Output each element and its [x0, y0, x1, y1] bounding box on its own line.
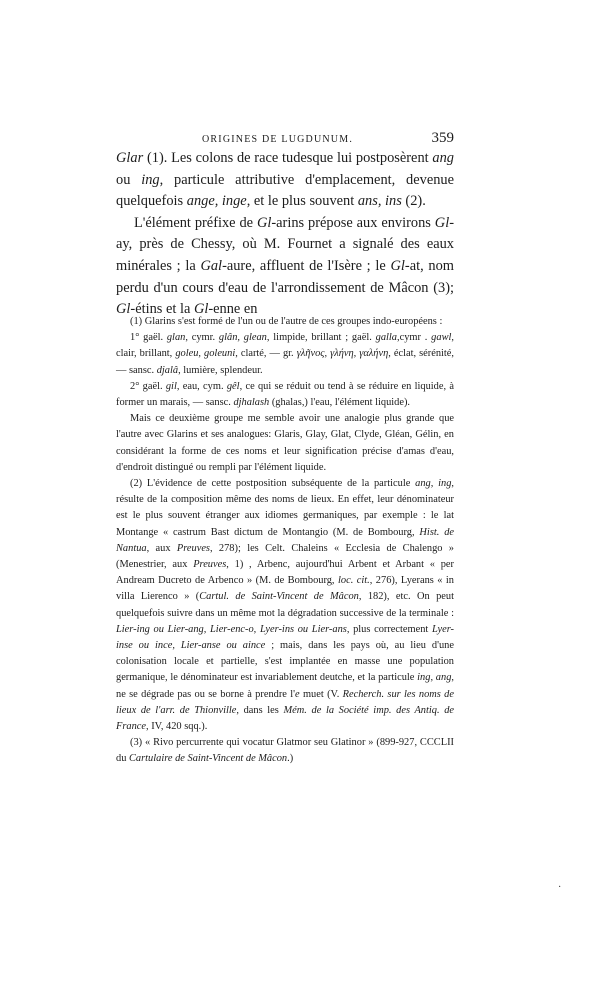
- italic-text: ang: [432, 150, 454, 166]
- italic-text: Gl: [434, 214, 450, 231]
- main-text: [116, 148, 454, 321]
- italic-text: loc. cit.: [338, 575, 370, 587]
- footnotes: [116, 314, 454, 768]
- italic-text: Hist. de Nantua: [116, 526, 454, 554]
- page-header: [116, 130, 454, 147]
- italic-text: Cartulaire de Saint-Vincent de Mâcon: [129, 753, 288, 765]
- italic-text: galla: [375, 332, 398, 344]
- italic-text: glân, glean: [218, 332, 267, 344]
- italic-text: Recherch. sur les noms de lieux de l'arr. de Thionville: [116, 688, 454, 716]
- italic-text: ing: [141, 171, 160, 188]
- footnote: (3) « Rivo percurrente qui vocatur Glatmor seu Glatinor » (899-927, CCCLII du Cartulaire de Saint-Vincent de Mâcon.): [116, 737, 454, 765]
- italic-text: ans, ins: [357, 193, 402, 210]
- italic-text: djhalash: [233, 397, 270, 409]
- margin-mark: ·: [558, 882, 562, 893]
- paragraph: L'élément préfixe de Gl-arins prépose aux environs Gl-ay, près de Chessy, où M. Fournet a signalé des eaux minérales ; la Gal-aure, affluent de l'Isère ; le Gl-at, nom perdu d'un cours d'eau de l'arrondissement de Mâcon (3); Gl-étins et la Gl-enne en: [116, 214, 454, 318]
- footnote: (2) L'évidence de cette postposition subséquente de la particule ang, ing, résulte de la composition même des noms de lieux. En effet, leur dénominateur est le plus souvent étranger aux idiomes germaniques, par exemple : le lat Montange « castrum Bast dictum de Montangio (M. de Bombourg, Hist. de Nantua, aux Preuves, 278); les Celt. Chaleins « Ecclesia de Chalengo » (Menestrier, aux Preuves, 1) , Arbenc, aujourd'hui Arbent et Arbant « per Andream Ducreto de Arbenco » (M. de Bombourg, loc. cit., 276), Lyerans « in villa Lierenco » (Cartul. de Saint-Vincent de Mâcon, 182), etc. On peut quelquefois suivre dans un même mot la dégradation successive de la terminale : Lier-ing ou Lier-ang, Lier-enc-o, Lyer-ins ou Lier-ans, plus correctement Lyer-inse ou ince, Lier-anse ou aince ; mais, dans les pays où, au lieu d'une colonisation locale et partielle, s'est implantée en masse une population germanique, le dénominateur est invariablement deutche, et la particule ing, ang, ne se dégrade pas ou se borne à prendre l'e muet (V. Recherch. sur les noms de lieux de l'arr. de Thionville, dans les Mém. de la Société imp. des Antiq. de France, IV, 420 sqq.).: [116, 478, 455, 733]
- italic-text: djalâ: [156, 364, 179, 376]
- italic-text: gil: [165, 380, 177, 392]
- footnote: Mais ce deuxième groupe me semble avoir une analogie plus grande que l'autre avec Glarins et ses analogues: Glaris, Glay, Glat, Clyde, Gléan, Gélin, en considérant la forme de ces noms et leur signification précise d'amas d'eau, d'endroit distingué ou rempli par l'élément liquide.: [116, 413, 454, 473]
- italic-text: Gl: [390, 257, 405, 274]
- italic-text: glan: [166, 332, 186, 344]
- footnote: (1) Glarins s'est formé de l'un ou de l'autre de ces groupes indo-européens :: [130, 316, 443, 327]
- footnote: 1° gaël. glan, cymr. glân, glean, limpide, brillant ; gaël. galla,cymr . gawl, clair, brillant, goleu, goleuni, clarté, — gr. γλῆνος, γλήνη, γαλήνη, éclat, sérénité, — sansc. djalâ, lumière, splendeur.: [116, 332, 455, 376]
- italic-text: ang, ing: [415, 478, 452, 490]
- italic-text: Gl: [256, 214, 272, 231]
- italic-text: Preuves: [176, 542, 210, 554]
- italic-text: γλῆνος, γλήνη, γαλήνη: [296, 348, 389, 360]
- italic-text: Gl: [116, 301, 131, 318]
- italic-text: Glar: [116, 150, 144, 166]
- paragraph: Glar (1). Les colons de race tudesque lui postposèrent ang ou ing, particule attributive d'emplacement, devenue quelquefois ange, inge, et le plus souvent ans, ins (2).: [116, 150, 454, 210]
- italic-text: gawl: [431, 332, 452, 344]
- italic-text: Mém. de la Société imp. des Antiq. de France: [116, 704, 455, 733]
- italic-text: Preuves: [193, 559, 227, 571]
- italic-text: gêl: [226, 380, 240, 392]
- italic-text: e: [295, 688, 300, 700]
- italic-text: Lier-ing ou Lier-ang, Lier-enc-o, Lyer-ins ou Lier-ans: [116, 623, 347, 635]
- footnote: 2° gaël. gil, eau, cym. gêl, ce qui se réduit ou tend à se réduire en liquide, à former un marais, — sansc. djhalash (ghalas,) l'eau, l'élément liquide).: [116, 380, 454, 409]
- page-number: 359: [431, 130, 454, 146]
- italic-text: ange, inge: [186, 193, 247, 210]
- italic-text: Gal: [200, 257, 223, 274]
- italic-text: ing, ang: [417, 672, 452, 684]
- italic-text: Gl: [193, 301, 209, 318]
- italic-text: goleu, goleuni: [175, 348, 236, 360]
- running-title: ORIGINES DE LUGDUNUM.: [202, 134, 354, 145]
- italic-text: Lyer-inse ou ince, Lier-anse ou aince: [116, 623, 454, 652]
- italic-text: Cartul. de Saint-Vincent de Mâcon: [199, 591, 359, 603]
